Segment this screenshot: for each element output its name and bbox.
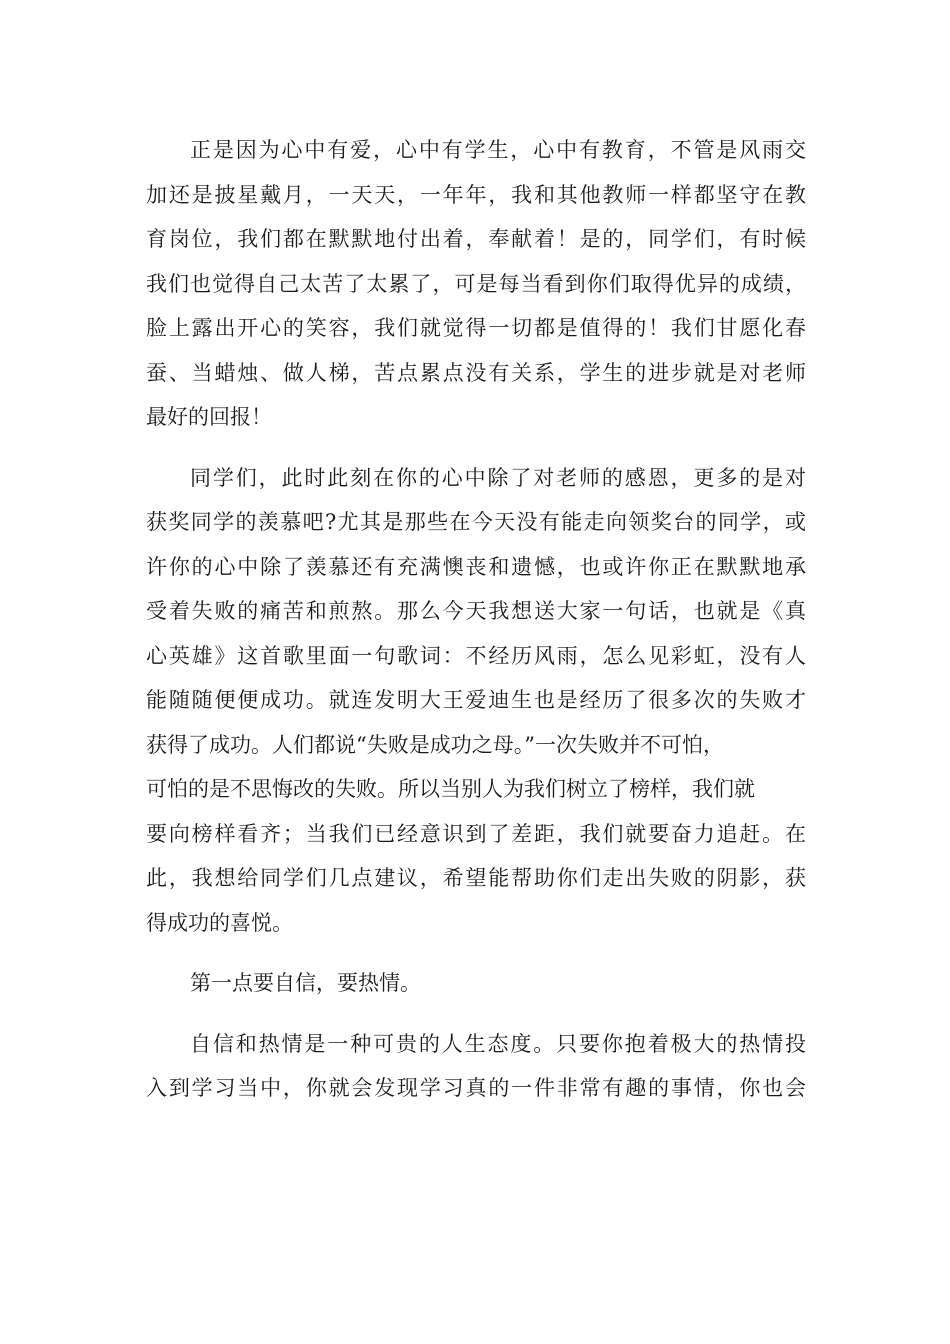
body-text bbox=[146, 128, 806, 1111]
paragraph-4 bbox=[146, 1022, 806, 1111]
text-line: 加还是披星戴月，一天天，一年年，我和其他教师一样都坚守在教 bbox=[146, 182, 806, 207]
text-line: 入到学习当中，你就会发现学习真的一件非常有趣的事情，你也会 bbox=[146, 1076, 806, 1100]
text-line: 要向榜样看齐；当我们已经意识到了差距，我们就要奋力追赶。在 bbox=[146, 821, 806, 846]
paragraph-3-heading bbox=[146, 961, 806, 1006]
text-line: 此，我想给同学们几点建议，希望能帮助你们走出失败的阴影，获 bbox=[146, 866, 806, 890]
text-line: 第一点要自信，要热情。 bbox=[190, 971, 421, 995]
paragraph-2 bbox=[146, 456, 806, 946]
text-line: 可怕的是不思悔改的失败。所以当别人为我们树立了榜样，我们就 bbox=[146, 777, 755, 801]
text-line: 我们也觉得自己太苦了太累了，可是每当看到你们取得优异的成绩， bbox=[146, 271, 806, 296]
text-line: 育岗位，我们都在默默地付出着，奉献着！是的，同学们，有时候 bbox=[146, 227, 806, 251]
paragraph-1 bbox=[146, 128, 806, 440]
text-line: 最好的回报！ bbox=[146, 405, 272, 429]
text-line: 脸上露出开心的笑容，我们就觉得一切都是值得的！我们甘愿化春 bbox=[146, 316, 806, 340]
text-line: 受着失败的痛苦和煎熬。那么今天我想送大家一句话，也就是《真 bbox=[146, 599, 806, 623]
text-line: 得成功的喜悦。 bbox=[146, 910, 293, 935]
text-line: 同学们，此时此刻在你的心中除了对老师的感恩，更多的是对 bbox=[190, 465, 806, 490]
text-line: 获奖同学的羡慕吧?尤其是那些在今天没有能走向领奖台的同学，或 bbox=[146, 510, 806, 534]
text-line: 能随随便便成功。就连发明大王爱迪生也是经历了很多次的失败才 bbox=[146, 688, 806, 712]
text-line: 自信和热情是一种可贵的人生态度。只要你抱着极大的热情投 bbox=[190, 1031, 806, 1056]
text-line: 正是因为心中有爱，心中有学生，心中有教育，不管是风雨交 bbox=[190, 138, 806, 162]
text-line: 心英雄》这首歌里面一句歌词：不经历风雨，怎么见彩虹，没有人 bbox=[146, 643, 806, 668]
text-line: 许你的心中除了羡慕还有充满懊丧和遗憾，也或许你正在默默地承 bbox=[146, 554, 806, 579]
text-line: 蚕、当蜡烛、做人梯，苦点累点没有关系，学生的进步就是对老师 bbox=[146, 360, 806, 385]
text-line: 获得了成功。人们都说“失败是成功之母。”一次失败并不可怕， bbox=[146, 732, 724, 757]
